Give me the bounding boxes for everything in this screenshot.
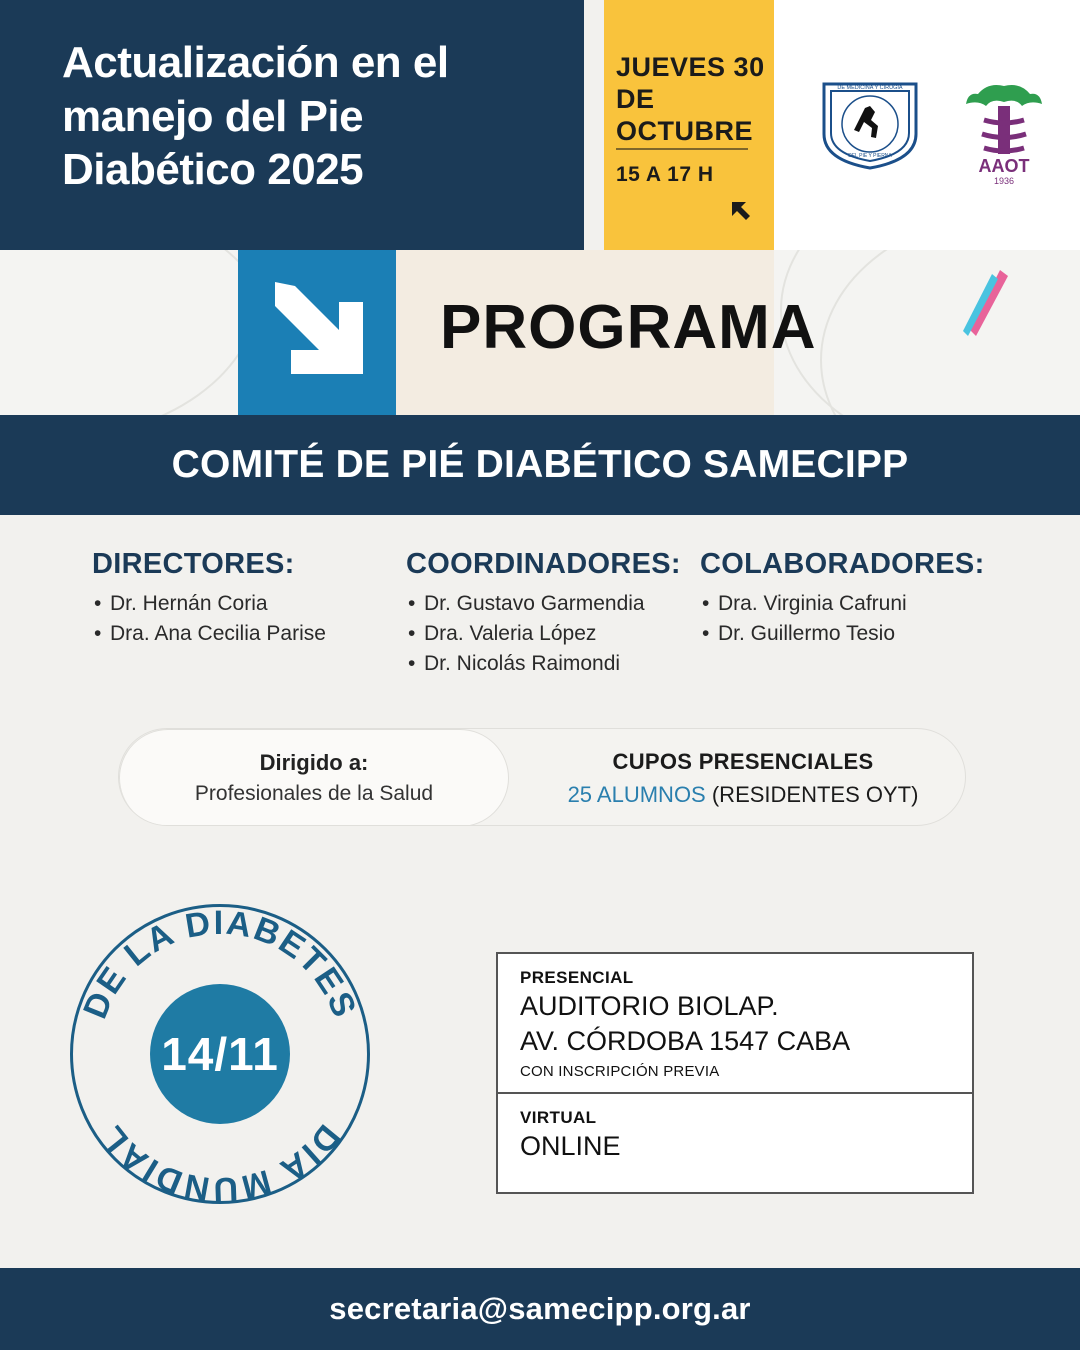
- committee-bar: [0, 415, 1080, 515]
- virtual-value: ONLINE: [520, 1131, 621, 1161]
- programa-band: [0, 250, 1080, 415]
- decorative-swoosh: [820, 250, 1080, 415]
- column-heading: DIRECTORES:: [92, 548, 295, 580]
- venue-box: [496, 952, 974, 1194]
- page-title: Actualización en el manejo del Pie Diabético 2025: [62, 38, 449, 195]
- presencial-label: PRESENCIAL: [520, 968, 634, 987]
- people-list: [700, 589, 1020, 649]
- event-date-line1: JUEVES 30: [616, 52, 765, 82]
- presencial-line2: AV. CÓRDOBA 1547 CABA: [520, 1025, 851, 1056]
- presencial-note: CON INSCRIPCIÓN PREVIA: [520, 1062, 720, 1080]
- divider: [616, 148, 748, 150]
- list-item: • Dr. Guillermo Tesio: [700, 619, 1020, 649]
- seal-bottom-text: DIA MUNDIAL: [92, 1117, 348, 1209]
- contact-email[interactable]: secretaria@samecipp.org.ar: [329, 1291, 751, 1326]
- event-date-line2: DE OCTUBRE: [616, 83, 753, 146]
- event-date: [616, 52, 766, 148]
- capacity-label: CUPOS PRESENCIALES: [612, 748, 874, 774]
- samecipp-shield-logo-icon: [818, 78, 922, 170]
- presencial-line1: AUDITORIO BIOLAP.: [520, 991, 779, 1021]
- list-item: • Dr. Hernán Coria: [92, 589, 392, 619]
- capacity-note: (RESIDENTES OYT): [711, 781, 919, 807]
- list-item: • Dra. Valeria López: [406, 619, 706, 649]
- venue-presencial: [498, 954, 972, 1094]
- people-column-directores: [92, 548, 392, 649]
- committee-title: COMITÉ DE PIÉ DIABÉTICO SAMECIPP: [171, 443, 909, 486]
- list-item: • Dra. Virginia Cafruni: [700, 589, 1020, 619]
- seal-top-text: DE LA DIABETES: [76, 903, 364, 1024]
- people-list: [406, 589, 706, 678]
- pen-icon: [954, 264, 1014, 344]
- band-title: PROGRAMA: [440, 293, 817, 362]
- audience-capacity-pills: [118, 728, 966, 826]
- list-item: • Dr. Gustavo Garmendia: [406, 589, 706, 619]
- audience-value: Profesionales de la Salud: [194, 782, 434, 805]
- svg-text:1936: 1936: [993, 176, 1015, 186]
- list-item: • Dr. Nicolás Raimondi: [406, 649, 706, 679]
- capacity-pill: [519, 729, 966, 826]
- svg-text:DEL PIE Y PIERNA: DEL PIE Y PIERNA: [848, 153, 892, 159]
- arrow-down-right-icon: [265, 276, 373, 388]
- column-heading: COORDINADORES:: [406, 548, 681, 580]
- audience-label: Dirigido a:: [259, 750, 369, 775]
- footer: [0, 1268, 1080, 1350]
- venue-virtual: [498, 1094, 972, 1194]
- seal-date: 14/11: [161, 1028, 279, 1080]
- aaot-logo-icon: [954, 80, 1054, 190]
- svg-text:AAOT: AAOT: [978, 156, 1030, 176]
- svg-text:DE MEDICINA Y CIRUGIA: DE MEDICINA Y CIRUGIA: [837, 85, 903, 91]
- logos-panel: [774, 0, 1080, 250]
- world-diabetes-day-seal: [62, 896, 378, 1212]
- audience-pill: [119, 729, 509, 826]
- seal-center: [150, 984, 290, 1124]
- list-item: • Dra. Ana Cecilia Parise: [92, 619, 392, 649]
- header: [0, 0, 1080, 250]
- capacity-count: 25 ALUMNOS: [567, 781, 706, 807]
- column-heading: COLABORADORES:: [700, 548, 985, 580]
- people-column-coordinadores: [406, 548, 706, 678]
- people-list: [92, 589, 392, 649]
- people-column-colaboradores: [700, 548, 1020, 649]
- arrow-up-left-icon: [730, 200, 756, 226]
- event-time: 15 A 17 H: [616, 163, 714, 186]
- virtual-label: VIRTUAL: [520, 1108, 597, 1127]
- people-section: [0, 548, 1080, 708]
